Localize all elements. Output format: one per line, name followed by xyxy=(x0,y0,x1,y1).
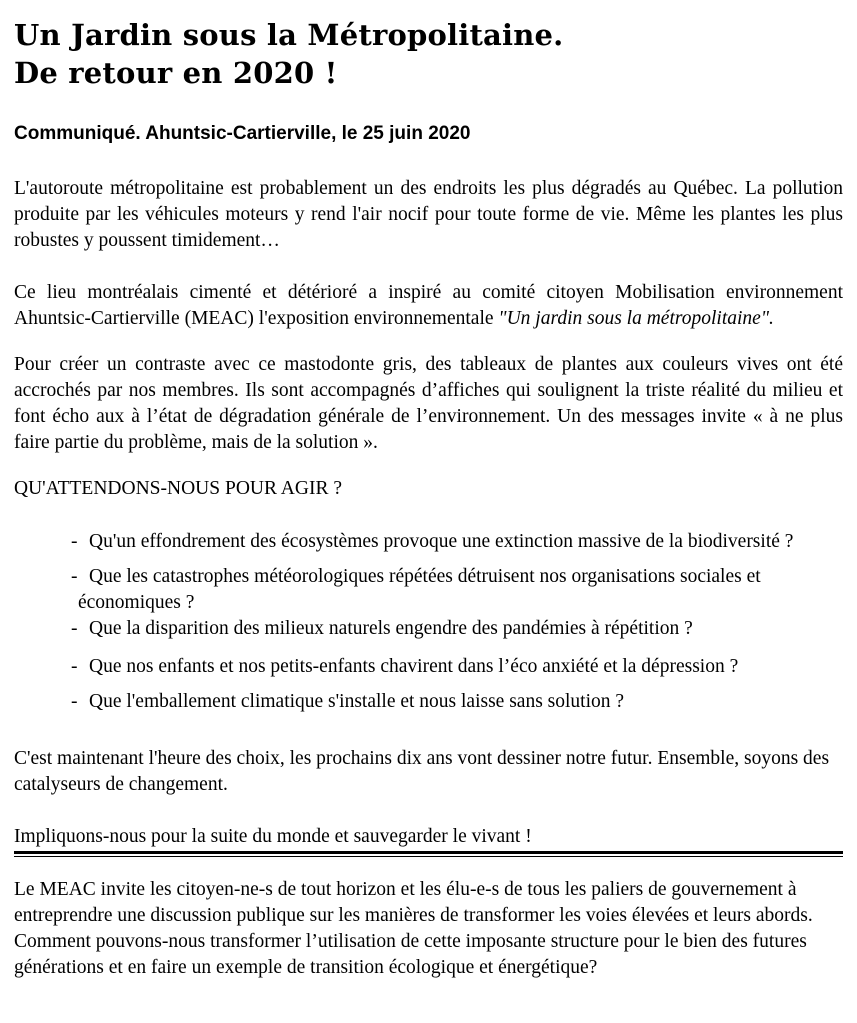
title-line-2: De retour en 2020 ! xyxy=(14,56,338,90)
dash-bullet: - xyxy=(71,531,78,552)
list-item xyxy=(14,529,843,555)
title-line-1: Un Jardin sous la Métropolitaine. xyxy=(14,18,564,52)
paragraph-invitation: Le MEAC invite les citoyen-ne-s de tout horizon et les élu-e-s de tous les paliers de gouvernement à entreprendre une discussion publique sur les manières de transformer les voies élevées et leurs abords. Comment pouvons-nous transformer l’utilisation de cette imposante structure pour le bien des futures générations et en faire un exemple de transition écologique et énergétique? xyxy=(14,879,813,978)
thick-thin-divider xyxy=(14,851,843,857)
dash-bullet: - xyxy=(71,618,78,639)
paragraph-autoroute: L'autoroute métropolitaine est probablement un des endroits les plus dégradés au Québec. La pollution produite par les véhicules moteurs y rend l'air nocif pour toute forme de vie. Même les plantes les plus robustes y poussent timidement… xyxy=(14,178,843,251)
document-title xyxy=(14,16,843,92)
communique-dateline: Communiqué. Ahuntsic-Cartierville, le 25 juin 2020 xyxy=(14,123,471,144)
paragraph-heure-des-choix: C'est maintenant l'heure des choix, les prochains dix ans vont dessiner notre futur. Ensemble, soyons des catalyseurs de changement. xyxy=(14,748,830,795)
dash-bullet: - xyxy=(71,691,78,712)
list-item-text: Que l'emballement climatique s'installe et nous laisse sans solution ? xyxy=(89,691,625,712)
list-item xyxy=(14,654,843,680)
section-heading-agir: QU'ATTENDONS-NOUS POUR AGIR ? xyxy=(14,478,342,499)
list-item-text: Que les catastrophes météorologiques répétées détruisent nos organisations sociales et économiques ? xyxy=(78,566,761,613)
questions-list xyxy=(14,529,843,715)
dash-bullet: - xyxy=(71,656,78,677)
slogan-line: Impliquons-nous pour la suite du monde et sauvegarder le vivant ! xyxy=(14,826,532,847)
dash-bullet: - xyxy=(71,566,78,587)
paragraph-contraste: Pour créer un contraste avec ce mastodonte gris, des tableaux de plantes aux couleurs vives ont été accrochés par nos membres. Ils sont accompagnés d’affiches qui soulignent la triste réalité du milieu et font écho aux à l’état de dégradation générale de l’environnement. Un des messages invite « à ne plus faire partie du problème, mais de la solution ». xyxy=(14,354,843,453)
list-item xyxy=(14,616,843,642)
list-item-text: Qu'un effondrement des écosystèmes provoque une extinction massive de la biodiversité ? xyxy=(89,531,794,552)
list-item xyxy=(14,564,843,616)
list-item-text: Que nos enfants et nos petits-enfants chavirent dans l’éco anxiété et la dépression ? xyxy=(89,656,739,677)
list-item xyxy=(14,689,843,715)
exposition-title-italic: "Un jardin sous la métropolitaine". xyxy=(498,308,774,329)
paragraph-meac-text: Ce lieu montréalais cimenté et détérioré a inspiré au comité citoyen Mobilisation environnement Ahuntsic-Cartierville (MEAC) l'exposition environnementale xyxy=(14,282,843,329)
list-item-text: Que la disparition des milieux naturels engendre des pandémies à répétition ? xyxy=(89,618,693,639)
paragraph-meac-exposition xyxy=(14,280,843,332)
